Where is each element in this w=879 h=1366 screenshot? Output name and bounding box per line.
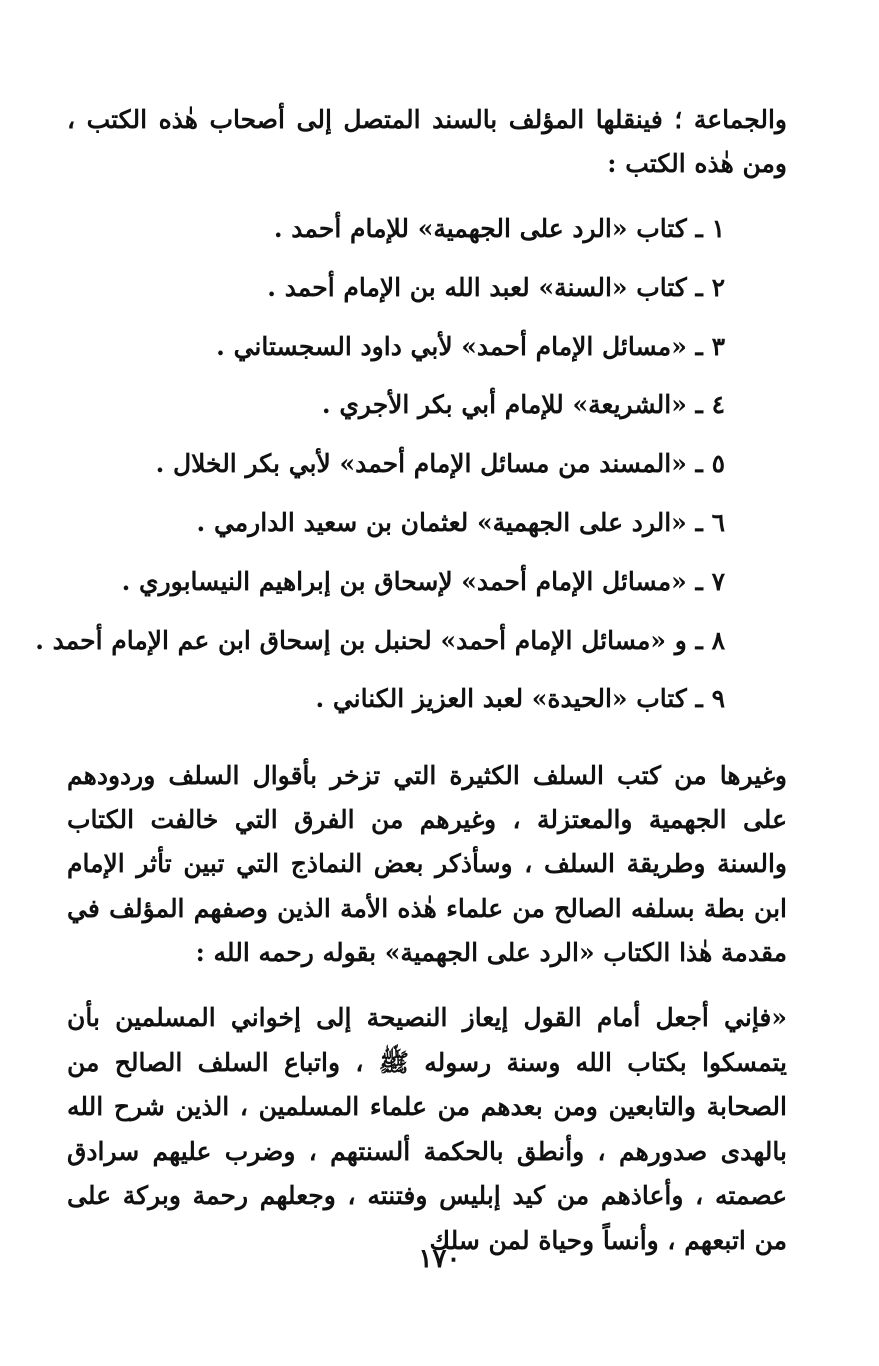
item-text: ـ كتاب «الرد على الجهمية» للإمام أحمد . <box>273 214 703 243</box>
item-text: ـ كتاب «السنة» لعبد الله بن الإمام أحمد . <box>267 272 703 302</box>
item-number: ٩ <box>711 684 725 714</box>
item-number: ٧ <box>711 566 725 596</box>
list-item <box>45 376 725 435</box>
list-item <box>35 612 725 671</box>
item-number: ٣ <box>711 331 725 361</box>
item-text: ـ «الرد على الجهمية» لعثمان بن سعيد الدارمي . <box>196 507 703 537</box>
item-text: ـ «المسند من مسائل الإمام أحمد» لأبي بكر الخلال . <box>155 449 703 479</box>
item-number: ١ <box>711 214 725 243</box>
quote-paragraph: «فإني أجعل أمام القول إيعاز النصيحة إلى إخواني المسلمين بأن يتمسكوا بكتاب الله وسنة رسوله ﷺ ، واتباع السلف الصالح من الصحابة والتابعين ومن بعدهم من علماء المسلمين ، الذين شرح الله بالهدى صدورهم ، وأنطق بالحكمة ألسنتهم ، وضرب عليهم سرادق عصمته ، وأعاذهم من كيد إبليس وفتنته ، وجعلهم رحمة وبركة على من اتبعهم ، وأنساً وحياة لمن سلك <box>67 1003 787 1255</box>
item-number: ٥ <box>711 449 725 479</box>
item-text: ـ «مسائل الإمام أحمد» لأبي داود السجستاني . <box>216 331 703 361</box>
item-text: ـ «مسائل الإمام أحمد» لإسحاق بن إبراهيم النيسابوري . <box>121 566 703 596</box>
page-number: ١٧٠ <box>418 1244 461 1274</box>
item-text: ـ و «مسائل الإمام أحمد» لحنبل بن إسحاق ابن عم الإمام أحمد . <box>35 625 703 655</box>
item-number: ٦ <box>711 507 725 537</box>
books-list <box>35 200 725 729</box>
list-item <box>45 200 725 259</box>
item-number: ٨ <box>711 625 725 655</box>
item-text: ـ كتاب «الحيدة» لعبد العزيز الكناني . <box>315 684 703 714</box>
item-number: ٢ <box>711 272 725 302</box>
list-item <box>45 553 725 612</box>
list-item <box>45 259 725 318</box>
list-item <box>45 435 725 494</box>
intro-paragraph: والجماعة ؛ فينقلها المؤلف بالسند المتصل إلى أصحاب هٰذه الكتب ، ومن هٰذه الكتب : <box>67 105 787 178</box>
body-paragraph: وغيرها من كتب السلف الكثيرة التي تزخر بأقوال السلف وردودهم على الجهمية والمعتزلة ، وغيرهم من الفرق التي خالفت الكتاب والسنة وطريقة السلف ، وسأذكر بعض النماذج التي تبين تأثر الإمام ابن بطة بسلفه الصالح من علماء هٰذه الأمة الذين وصفهم المؤلف في مقدمة هٰذا الكتاب «الرد على الجهمية» بقوله رحمه الله : <box>67 761 787 967</box>
list-item <box>45 670 725 729</box>
item-text: ـ «الشريعة» للإمام أبي بكر الأجري . <box>321 390 703 420</box>
list-item <box>45 318 725 377</box>
item-number: ٤ <box>711 390 725 420</box>
list-item <box>45 494 725 553</box>
